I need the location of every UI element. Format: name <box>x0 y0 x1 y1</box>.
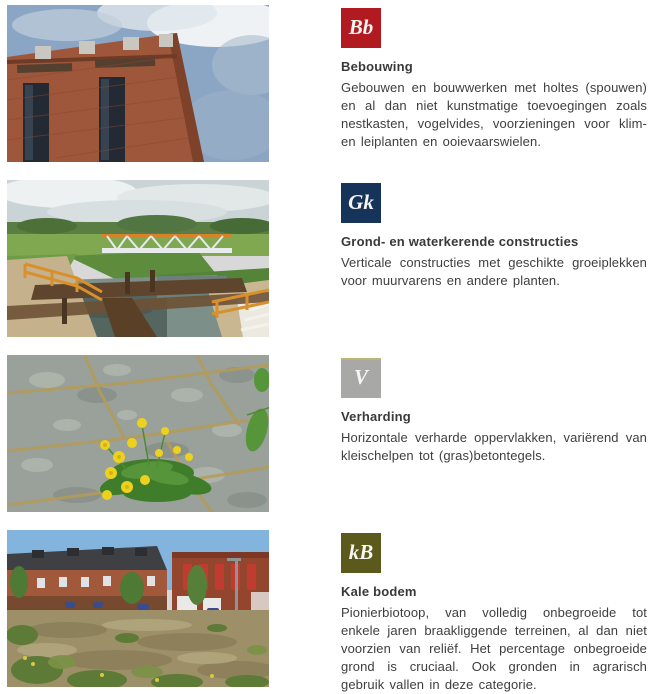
category-row-verharding <box>0 355 657 512</box>
photo-verharding-illustration <box>7 355 269 512</box>
photo-verharding <box>7 355 269 512</box>
badge-v-top-stripe <box>341 358 381 360</box>
category-title-grondkerend: Grond- en waterkerende constructies <box>341 234 579 249</box>
badge-v <box>341 358 381 398</box>
category-description-bebouwing: Gebouwen en bouwwerken met holtes (spouwen) en al dan niet kunstmatige toevoegingen zoals nestkasten, vogelvides, voorzieningen voor klim- en leiplanten en ooievaarswielen. <box>341 80 647 149</box>
photo-kale-bodem-illustration <box>7 530 269 687</box>
category-description-kale-bodem: Pionierbiotoop, van volledig onbegroeide tot enkele jaren braakliggende terreinen, al dan niet voorzien van reliëf. Het percentage onbegroeide grond is cruciaal. Ook gronden in agrarisch gebruik vallen in deze categorie. <box>341 605 647 692</box>
bare-ground <box>7 610 269 687</box>
photo-grondkerend <box>7 180 269 337</box>
badge-gk-code: Gk <box>348 189 374 214</box>
badge-bb-code: Bb <box>348 14 374 39</box>
building <box>7 33 204 162</box>
category-row-grondkerend <box>0 180 657 337</box>
category-info-bebouwing <box>341 5 647 151</box>
category-description-grondkerend: Verticale constructies met geschikte groeiplekken voor muurvarens en andere planten. <box>341 255 647 288</box>
badge-kb-code: kB <box>348 539 374 564</box>
category-info-grondkerend <box>341 180 647 290</box>
category-info-verharding <box>341 355 647 465</box>
category-info-kale-bodem <box>341 530 647 694</box>
row-houses <box>7 546 167 610</box>
photo-grondkerend-illustration <box>7 180 269 337</box>
photo-kale-bodem <box>7 530 269 687</box>
photo-bebouwing-illustration <box>7 5 269 162</box>
category-row-kale-bodem <box>0 530 657 692</box>
category-title-kale-bodem: Kale bodem <box>341 584 417 599</box>
category-description-verharding: Horizontale verharde oppervlakken, variërend van kleischelpen tot (gras)betontegels. <box>341 430 647 463</box>
category-title-verharding: Verharding <box>341 409 411 424</box>
badge-gk <box>341 183 381 223</box>
category-row-bebouwing <box>0 5 657 162</box>
photo-bebouwing <box>7 5 269 162</box>
badge-bb <box>341 8 381 48</box>
badge-kb <box>341 533 381 573</box>
category-title-bebouwing: Bebouwing <box>341 59 413 74</box>
badge-v-code: V <box>353 364 368 389</box>
